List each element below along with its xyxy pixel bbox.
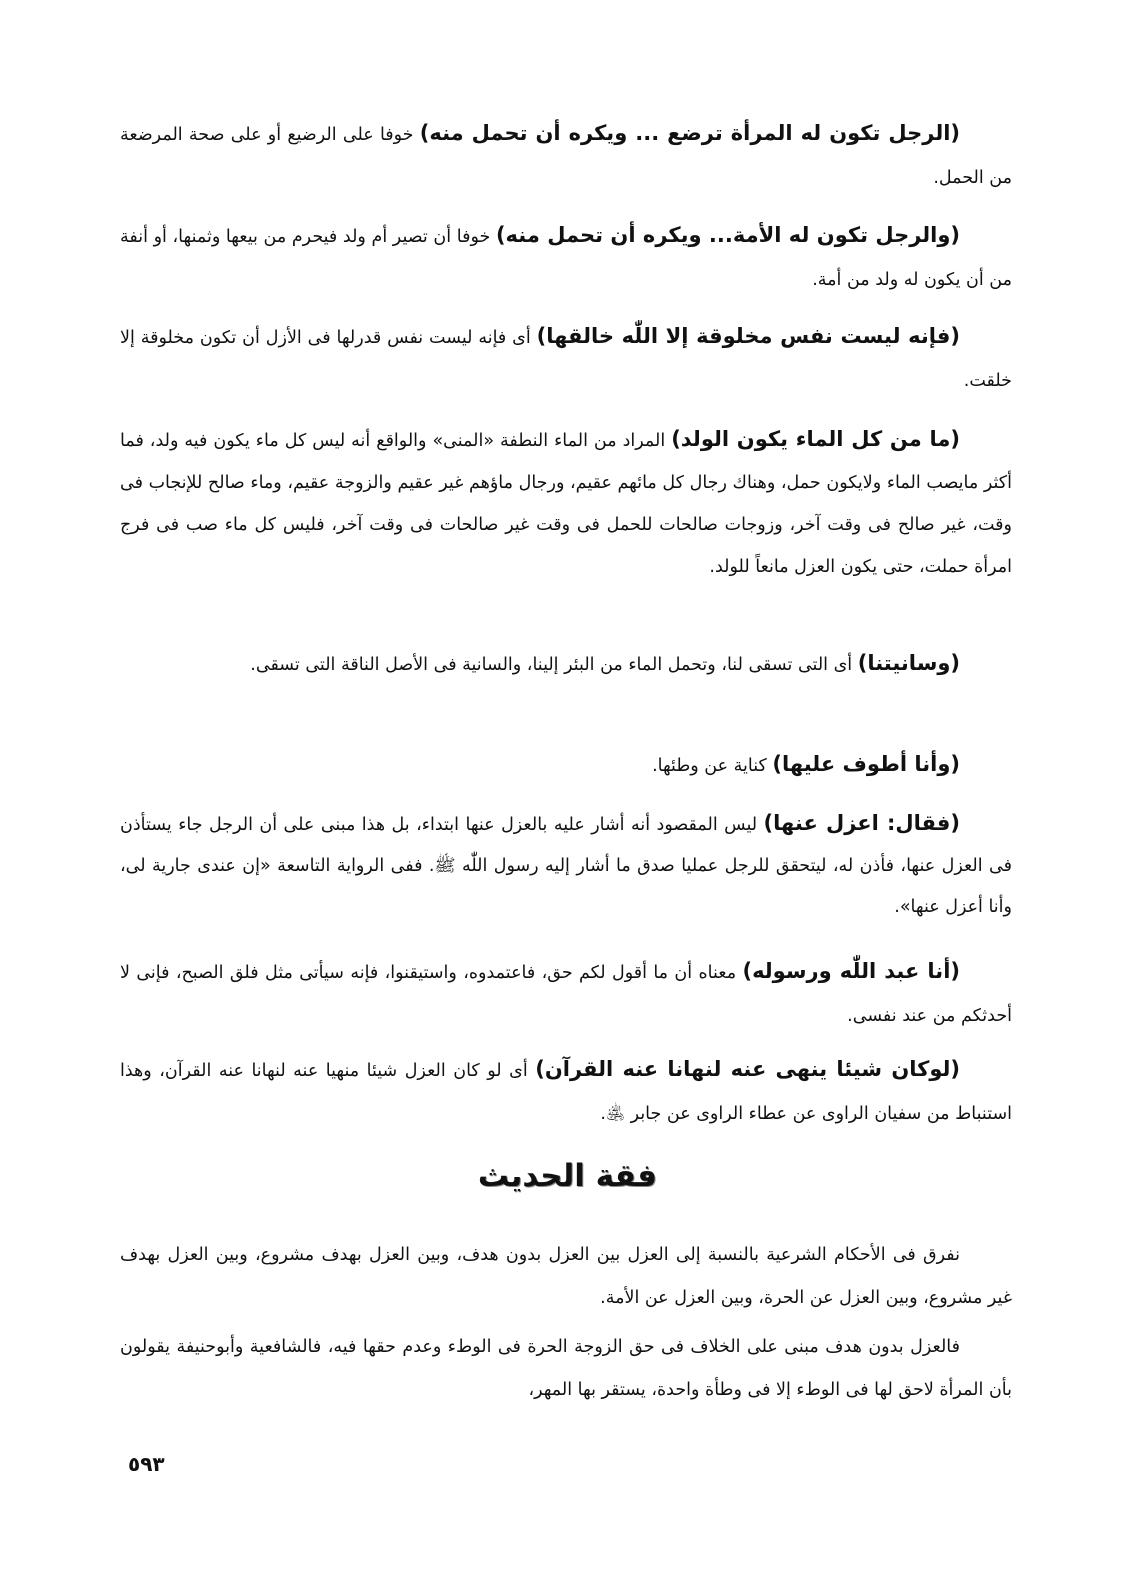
commentary-paragraph xyxy=(120,1048,1012,1136)
commentary-paragraph xyxy=(120,112,1012,200)
explanation-text: أى لو كان العزل شيئا منهيا عنه لنهانا عنه القرآن، وهذا استنباط من سفيان الراوى عن عطاء الراوى عن جابر ﵁. xyxy=(120,1061,1012,1124)
hadith-quote: (وأنا أطوف عليها) xyxy=(772,752,960,776)
explanation-text: المراد من الماء النطفة «المنى» والواقع أنه ليس كل ماء يكون فيه ولد، فما أكثر مايصب الماء ولايكون حمل، وهناك رجال كل مائهم عقيم، ورجال ماؤهم غير عقيم والزوجة عقيم، وماء صالح للإنجاب فى وقت، غير صالح فى وقت آخر، وزوجات صالحات للحمل فى وقت غير صالحات فى وقت آخر، فليس كل ماء صب فى فرج امرأة حملت، حتى يكون العزل مانعاً للولد. xyxy=(120,431,1012,577)
explanation-text: أى فإنه ليست نفس قدرلها فى الأزل أن تكون مخلوقة إلا خلقت. xyxy=(120,328,1012,391)
hadith-quote: (أنا عبد اللّٰه ورسوله) xyxy=(742,959,960,983)
explanation-text: كناية عن وطئها. xyxy=(652,756,773,776)
section-title: فقة الحديث xyxy=(477,1158,658,1194)
section-paragraph: نفرق فى الأحكام الشرعية بالنسبة إلى العزل بين العزل بدون هدف، وبين العزل بهدف مشروع، وبين العزل بهدف غير مشروع، وبين العزل عن الحرة، وبين العزل عن الأمة. xyxy=(120,1245,1012,1308)
commentary-paragraph xyxy=(120,950,1012,1038)
commentary-paragraph xyxy=(120,214,1012,302)
hadith-quote: (والرجل تكون له الأمة... ويكره أن تحمل منه) xyxy=(495,223,961,247)
hadith-quote: (فإنه ليست نفس مخلوقة إلا اللّٰه خالقها) xyxy=(536,324,960,348)
explanation-text: أى التى تسقى لنا، وتحمل الماء من البئر إلينا، والسانية فى الأصل الناقة التى تسقى. xyxy=(250,655,858,675)
hadith-quote: (ما من كل الماء يكون الولد) xyxy=(671,427,961,451)
commentary-paragraph xyxy=(120,743,1012,788)
hadith-quote: (فقال: اعزل عنها) xyxy=(763,811,961,835)
hadith-quote: (وسانيتنا) xyxy=(857,651,960,675)
hadith-quote: (لوكان شيئا ينهى عنه لنهانا عنه القرآن) xyxy=(535,1057,960,1081)
commentary-paragraph xyxy=(120,315,1012,403)
explanation-text: خوفا على الرضيع أو على صحة المرضعة من الحمل. xyxy=(120,125,1012,188)
explanation-text: معناه أن ما أقول لكم حق، فاعتمدوه، واستيقنوا، فإنه سيأتى مثل فلق الصبح، فإنى لا أحدثكم من عند نفسى. xyxy=(120,963,1012,1026)
explanation-text: ليس المقصود أنه أشار عليه بالعزل عنها ابتداء، بل هذا مبنى على أن الرجل جاء يستأذن فى العزل عنها، فأذن له، ليتحقق للرجل عمليا صدق ما أشار إليه رسول اللّٰه ﷺ. ففى الرواية التاسعة «إن عندى جارية لى، وأنا أعزل عنها». xyxy=(120,815,1012,917)
commentary-paragraph xyxy=(120,418,1012,588)
section-paragraph: فالعزل بدون هدف مبنى على الخلاف فى حق الزوجة الحرة فى الوطء وعدم حقها فيه، فالشافعية وأبوحنيفة يقولون بأن المرأة لاحق لها فى الوطء إلا فى وطأة واحدة، يستقر بها المهر، xyxy=(120,1337,1012,1400)
explanation-text: خوفا أن تصير أم ولد فيحرم من بيعها وثمنها، أو أنفة من أن يكون له ولد من أمة. xyxy=(120,227,1012,290)
commentary-paragraph xyxy=(120,803,1012,928)
commentary-paragraph xyxy=(120,642,1012,687)
hadith-quote: (الرجل تكون له المرأة ترضع ... ويكره أن تحمل منه) xyxy=(419,121,960,145)
page-number: ٥٩٣ xyxy=(128,1452,165,1476)
